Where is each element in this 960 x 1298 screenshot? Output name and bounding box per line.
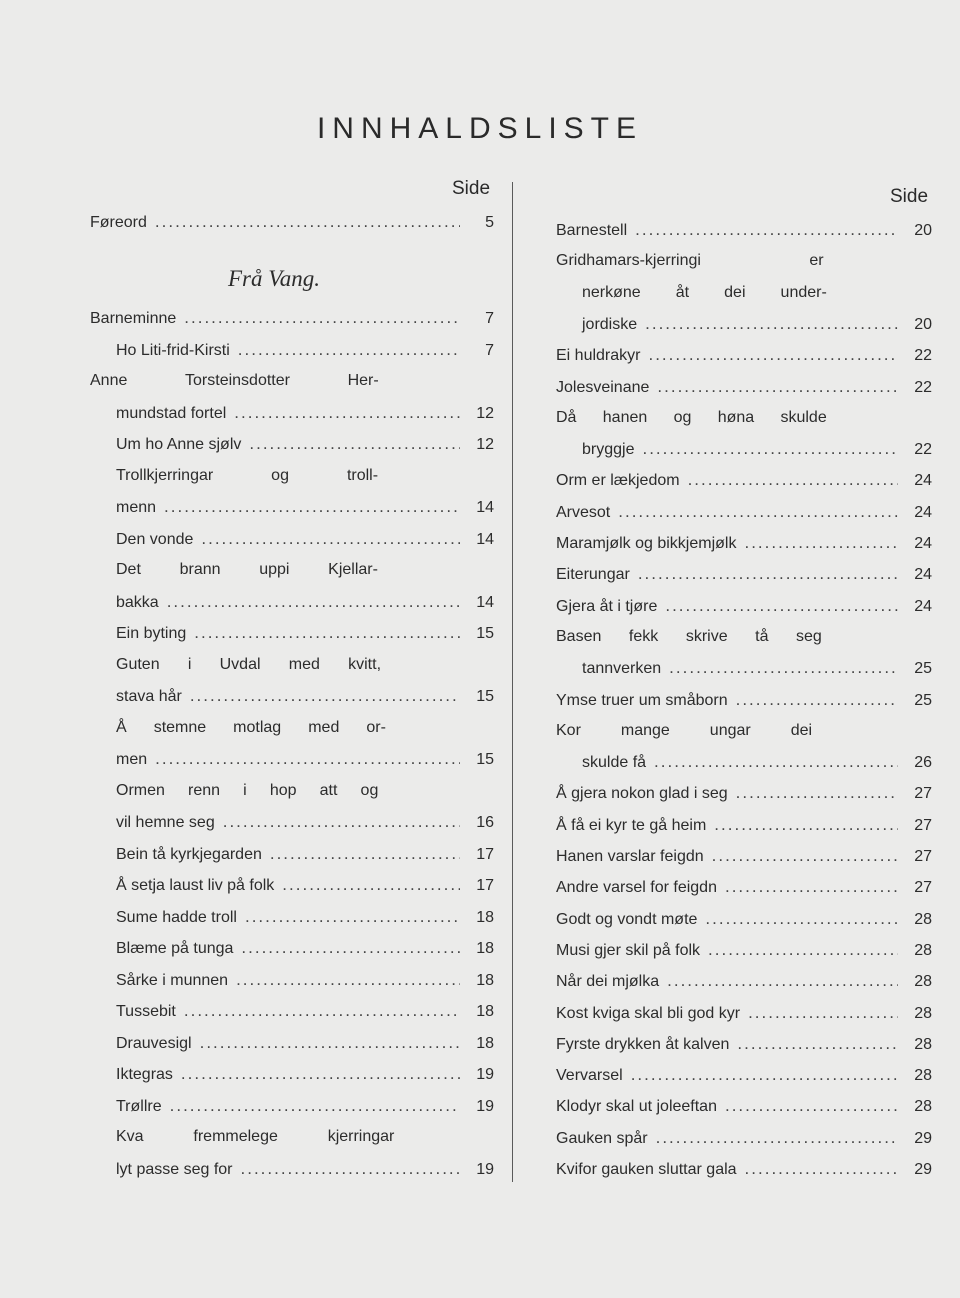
toc-entry-text: Andre varsel for feigdn [556,879,717,897]
toc-entry-text: Ho Liti-frid-Kirsti [116,341,230,359]
toc-entry[interactable] [556,214,932,245]
toc-entry-text: Tussebit [116,1003,176,1020]
toc-entry[interactable] [116,428,494,459]
toc-entry-text: Kva fremmelege kjerringar [116,1128,395,1145]
toc-entry-text: bakka [116,593,159,611]
toc-entry[interactable] [556,464,932,495]
toc-entry[interactable] [582,433,932,464]
toc-entry-text: Um ho Anne sjølv [116,436,242,453]
toc-entry[interactable] [116,397,494,428]
toc-entry[interactable] [556,1028,932,1059]
toc-entry[interactable] [116,680,494,711]
toc-entry-text: Drauvesigl [116,1034,192,1052]
toc-entry-text: Ei huldrakyr [556,347,641,365]
toc-entry-page: 15 [476,625,494,642]
toc-entry[interactable] [556,558,932,589]
toc-entry-page: 27 [914,816,932,834]
toc-entry-text: nerkøne åt dei under- [582,283,827,301]
toc-entry-text: Trøllre [116,1097,162,1115]
toc-entry-page: 18 [476,1034,494,1052]
toc-entry[interactable] [556,840,932,871]
leader-dots [241,1153,461,1184]
leader-dots [234,397,460,428]
leader-dots [744,527,898,558]
toc-entry-page: 25 [914,660,932,678]
toc-entry-text: Barneminne [90,310,177,327]
toc-entry-text: Vervarsel [556,1067,623,1085]
toc-entry[interactable] [556,621,932,652]
toc-entry-text: Barnestell [556,222,628,239]
toc-entry-page: 18 [476,908,494,926]
toc-entry-text: Å setja laust liv på folk [116,877,275,894]
leader-dots [654,746,898,777]
leader-dots [190,680,460,711]
toc-entry-text: Kvifor gauken sluttar gala [556,1161,737,1178]
toc-entry[interactable] [582,652,932,683]
toc-entry-page: 27 [914,879,932,897]
toc-entry-page: 7 [485,341,494,359]
toc-entry-text: Basen fekk skrive tå seg [556,627,822,645]
toc-entry[interactable] [116,617,494,648]
page-title: INNHALDSLISTE [316,112,644,145]
toc-entry-text: Når dei mjølka [556,973,660,991]
leader-dots [725,871,898,902]
leader-dots [194,617,460,648]
toc-entry-text: Jolesveinane [556,378,650,396]
toc-entry-text: Ein byting [116,625,187,642]
toc-entry-page: 28 [914,910,932,928]
toc-entry-text: Føreord [90,214,147,231]
toc-entry-page: 15 [476,751,494,768]
leader-dots [223,806,460,837]
leader-dots [184,302,460,333]
toc-entry[interactable] [556,1153,932,1184]
toc-entry-page: 26 [914,754,932,772]
toc-entry-page: 7 [485,310,494,327]
leader-dots [669,652,898,683]
leader-dots [638,558,898,589]
toc-entry-page: 25 [914,691,932,709]
leader-dots [618,496,898,527]
toc-entry-page: 24 [914,566,932,584]
leader-dots [712,840,898,871]
toc-entry-text: Då hanen og høna skulde [556,408,827,426]
toc-entry-text: Arvesot [556,503,611,521]
toc-entry-text: Å stemne motlag med or- [116,718,386,736]
toc-entry-text: Det brann uppi Kjellar- [116,561,378,578]
toc-entry-text: Gjera åt i tjøre [556,597,658,615]
toc-entry-page: 20 [914,315,932,333]
toc-entry[interactable] [556,684,932,715]
toc-entry[interactable] [556,1090,932,1121]
toc-entry-page: 17 [476,845,494,863]
toc-entry-text: bryggje [582,441,635,459]
toc-entry-text: Hanen varslar feigdn [556,848,704,865]
toc-entry-page: 19 [476,1160,494,1178]
section-heading: Frå Vang. [228,266,320,291]
toc-entry-text: Å få ei kyr te gå heim [556,816,707,834]
toc-entry[interactable] [90,302,494,333]
toc-entry[interactable] [116,712,494,743]
leader-dots [236,964,460,995]
toc-entry-text: Eiterungar [556,566,630,584]
toc-entry[interactable] [116,1121,494,1152]
toc-entry-page: 18 [476,940,494,957]
leader-dots [737,1028,898,1059]
toc-entry-page: 29 [914,1129,932,1147]
toc-entry[interactable] [556,809,932,840]
leader-dots [645,308,898,339]
leader-dots [200,1027,460,1058]
toc-entry-page: 24 [914,472,932,490]
leader-dots [249,428,460,459]
toc-entry-page: 24 [914,597,932,615]
leader-dots [241,932,460,963]
leader-dots [705,903,898,934]
toc-entry[interactable] [556,871,932,902]
toc-entry[interactable] [116,901,494,932]
toc-entry[interactable] [556,590,932,621]
leader-dots [648,339,898,370]
toc-entry-text: jordiske [582,315,638,333]
toc-entry[interactable] [556,934,932,965]
toc-entry[interactable] [116,869,494,900]
toc-entry[interactable] [556,903,932,934]
leader-dots [155,743,460,774]
toc-entry-text: Gridhamars-kjerringi er [556,252,824,270]
toc-entry-page: 22 [914,441,932,459]
toc-entry[interactable] [116,460,494,491]
leader-dots [688,464,898,495]
toc-entry[interactable] [116,806,494,837]
toc-entry[interactable] [116,1090,494,1121]
toc-entry-page: 17 [476,877,494,894]
toc-entry[interactable] [116,491,494,522]
toc-entry-text: Den vonde [116,530,194,548]
toc-entry[interactable] [116,838,494,869]
toc-entry[interactable] [582,746,932,777]
leader-dots [745,1153,898,1184]
toc-entry-text: Ymse truer um småborn [556,691,728,709]
toc-entry-text: Blæme på tunga [116,940,234,957]
toc-entry[interactable] [116,1027,494,1058]
toc-entry-page: 28 [914,1004,932,1022]
leader-dots [736,777,898,808]
toc-entry-page: 15 [476,688,494,705]
toc-entry-text: Godt og vondt møte [556,910,698,928]
toc-entry[interactable] [90,365,494,396]
leader-dots [657,371,898,402]
toc-entry-text: Kor mange ungar dei [556,721,813,739]
toc-entry-text: stava hår [116,688,182,705]
toc-entry-page: 18 [476,971,494,989]
toc-entry-page: 24 [914,503,932,521]
leader-dots [170,1090,460,1121]
toc-entry[interactable] [556,371,932,402]
toc-entry-text: menn [116,499,157,516]
toc-entry-page: 22 [914,378,932,396]
toc-entry-page: 24 [914,535,932,552]
toc-entry-page: 19 [476,1066,494,1083]
toc-entry-text: Sume hadde troll [116,908,237,926]
column-divider [512,182,513,1182]
toc-entry[interactable] [116,932,494,963]
toc-entry-text: tannverken [582,660,662,678]
toc-entry-page: 28 [914,973,932,991]
toc-entry[interactable] [582,308,932,339]
toc-entry[interactable] [556,777,932,808]
toc-entry-text: Trollkjerringar og troll- [116,466,379,484]
toc-entry[interactable] [116,1153,494,1184]
toc-entry[interactable] [582,277,932,308]
side-label-left: Side [452,178,491,199]
leader-dots [270,838,460,869]
toc-entry[interactable] [116,1058,494,1089]
toc-entry-page: 28 [914,1035,932,1053]
toc-entry-text: skulde få [582,754,647,772]
side-label-right: Side [890,186,929,207]
toc-entry[interactable] [116,995,494,1026]
leader-dots [181,1058,460,1089]
toc-entry-text: Sårke i munnen [116,971,229,989]
leader-dots [642,433,898,464]
toc-entry-page: 12 [476,436,494,453]
leader-dots [748,997,898,1028]
toc-entry-text: Anne Torsteinsdotter Her- [90,372,379,389]
toc-entry[interactable] [116,743,494,774]
toc-entry-text: Iktegras [116,1066,173,1083]
toc-entry[interactable] [556,339,932,370]
toc-entry-page: 12 [476,404,494,422]
toc-entry[interactable] [116,334,494,365]
toc-entry-page: 14 [476,593,494,611]
toc-entry-page: 27 [914,848,932,865]
toc-entry-page: 27 [914,785,932,803]
toc-entry-text: Å gjera nokon glad i seg [556,785,728,803]
toc-entry-text: Bein tå kyrkjegarden [116,845,262,863]
toc-entry-text: Ormen renn i hop att og [116,781,379,799]
leader-dots [282,869,460,900]
toc-entry-text: Musi gjer skil på folk [556,941,701,959]
toc-entry[interactable] [556,1122,932,1153]
leader-dots [631,1059,898,1090]
toc-entry[interactable] [116,649,494,680]
toc-entry[interactable] [556,245,932,276]
leader-dots [164,491,460,522]
toc-entry-page: 5 [485,214,494,231]
toc-entry-text: Fyrste drykken åt kalven [556,1035,730,1053]
leader-dots [667,965,898,996]
leader-dots [155,206,460,237]
toc-entry-page: 22 [914,347,932,365]
toc-entry[interactable] [556,496,932,527]
toc-entry[interactable] [556,715,932,746]
leader-dots [736,684,898,715]
toc-entry-page: 19 [476,1097,494,1115]
toc-entry[interactable] [556,997,932,1028]
toc-entry-text: Klodyr skal ut joleeftan [556,1098,717,1116]
toc-entry-page: 18 [476,1003,494,1020]
toc-entry[interactable] [556,402,932,433]
leader-dots [238,334,460,365]
toc-entry-text: Maramjølk og bikkjemjølk [556,535,737,552]
leader-dots [635,214,898,245]
toc-entry-page: 28 [914,1067,932,1085]
toc-entry[interactable] [556,1059,932,1090]
leader-dots [184,995,460,1026]
leader-dots [714,809,898,840]
leader-dots [167,586,460,617]
toc-entry[interactable] [116,523,494,554]
leader-dots [725,1090,898,1121]
toc-entry-text: vil hemne seg [116,814,215,831]
leader-dots [245,901,460,932]
toc-entry-text: Guten i Uvdal med kvitt, [116,655,382,673]
toc-entry-page: 28 [914,1098,932,1116]
toc-entry-page: 28 [914,941,932,959]
toc-entry-text: Orm er lækjedom [556,472,680,490]
leader-dots [708,934,898,965]
toc-entry-text: Gauken spår [556,1129,648,1147]
toc-entry-page: 20 [914,222,932,239]
toc-entry-page: 14 [476,499,494,516]
leader-dots [201,523,460,554]
toc-entry[interactable] [116,554,494,585]
toc-entry-text: men [116,751,148,768]
toc-entry-page: 14 [476,530,494,548]
toc-entry-text: mundstad fortel [116,404,227,422]
toc-entry[interactable] [556,527,932,558]
toc-entry[interactable] [116,964,494,995]
toc-entry[interactable] [116,775,494,806]
toc-entry-text: lyt passe seg for [116,1160,233,1178]
toc-entry-text: Kost kviga skal bli god kyr [556,1004,741,1022]
toc-entry[interactable] [556,965,932,996]
leader-dots [656,1122,898,1153]
toc-entry[interactable] [116,586,494,617]
leader-dots [665,590,898,621]
toc-entry-foreord[interactable] [90,206,494,237]
toc-entry-page: 16 [476,814,494,831]
toc-entry-page: 29 [914,1161,932,1178]
